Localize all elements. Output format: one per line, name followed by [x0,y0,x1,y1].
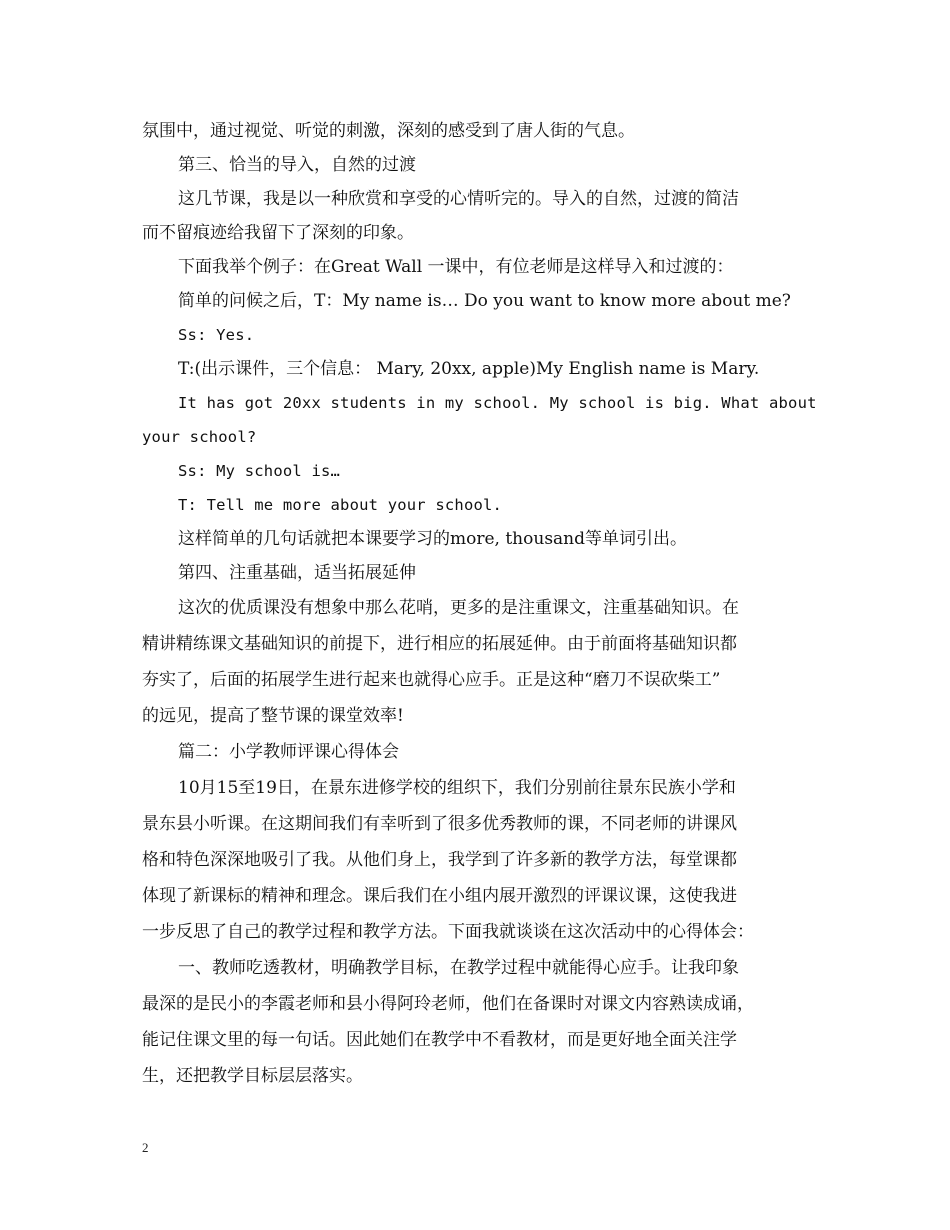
paragraph-line: 景东县小听课。在这期间我们有幸听到了很多优秀教师的课，不同老师的讲课风 [142,814,737,834]
dialogue-line: T: Tell me more about your school. [178,496,503,514]
document-body [142,114,822,1094]
page-number: 2 [142,1140,149,1155]
dialogue-line: 简单的问候之后，T：My name is… Do you want to know more about me? [178,291,791,311]
paragraph-line: 能记住课文里的每一句话。因此她们在教学中不看教材，而是更好地全面关注学 [142,1030,737,1050]
paragraph-line: 这几节课，我是以一种欣赏和享受的心情听完的。导入的自然，过渡的简洁 [178,189,739,209]
paragraph-line: 夯实了，后面的拓展学生进行起来也就得心应手。正是这种“磨刀不误砍柴工” [142,670,721,690]
paragraph-line: 的远见，提高了整节课的课堂效率! [142,706,404,726]
paragraph-line: 下面我举个例子：在Great Wall 一课中，有位老师是这样导入和过渡的： [178,257,734,277]
paragraph-line: 这样简单的几句话就把本课要学习的more, thousand等单词引出。 [178,529,688,549]
paragraph-line: 氛围中，通过视觉、听觉的刺激，深刻的感受到了唐人街的气息。 [142,121,635,141]
section-heading-4: 第四、注重基础，适当拓展延伸 [178,563,416,583]
dialogue-line: Ss: Yes. [178,326,255,344]
paragraph-line: 一、教师吃透教材，明确教学目标，在教学过程中就能得心应手。让我印象 [178,958,739,978]
dialogue-line: T:(出示课件，三个信息： Mary, 20xx, apple)My English name is Mary. [178,359,760,379]
dialogue-line: Ss: My school is… [178,462,341,480]
paragraph-line: 最深的是民小的李霞老师和县小得阿玲老师，他们在备课时对课文内容熟读成诵， [142,994,754,1014]
paragraph-line: 10月15至19日，在景东进修学校的组织下，我们分别前往景东民族小学和 [178,778,736,798]
paragraph-line: 这次的优质课没有想象中那么花哨，更多的是注重课文，注重基础知识。在 [178,598,739,618]
paragraph-line: 生，还把教学目标层层落实。 [142,1066,363,1086]
dialogue-line: It has got 20xx students in my school. My school is big. What about [178,394,817,412]
article-title: 篇二：小学教师评课心得体会 [178,742,399,762]
paragraph-line: 一步反思了自己的教学过程和教学方法。下面我就谈谈在这次活动中的心得体会： [142,922,754,942]
paragraph-line: 精讲精练课文基础知识的前提下，进行相应的拓展延伸。由于前面将基础知识都 [142,634,737,654]
dialogue-line: your school? [142,428,257,446]
paragraph-line: 体现了新课标的精神和理念。课后我们在小组内展开激烈的评课议课，这使我进 [142,886,737,906]
paragraph-line: 而不留痕迹给我留下了深刻的印象。 [142,223,414,243]
section-heading-3: 第三、恰当的导入，自然的过渡 [178,155,416,175]
paragraph-line: 格和特色深深地吸引了我。从他们身上，我学到了许多新的教学方法，每堂课都 [142,850,737,870]
